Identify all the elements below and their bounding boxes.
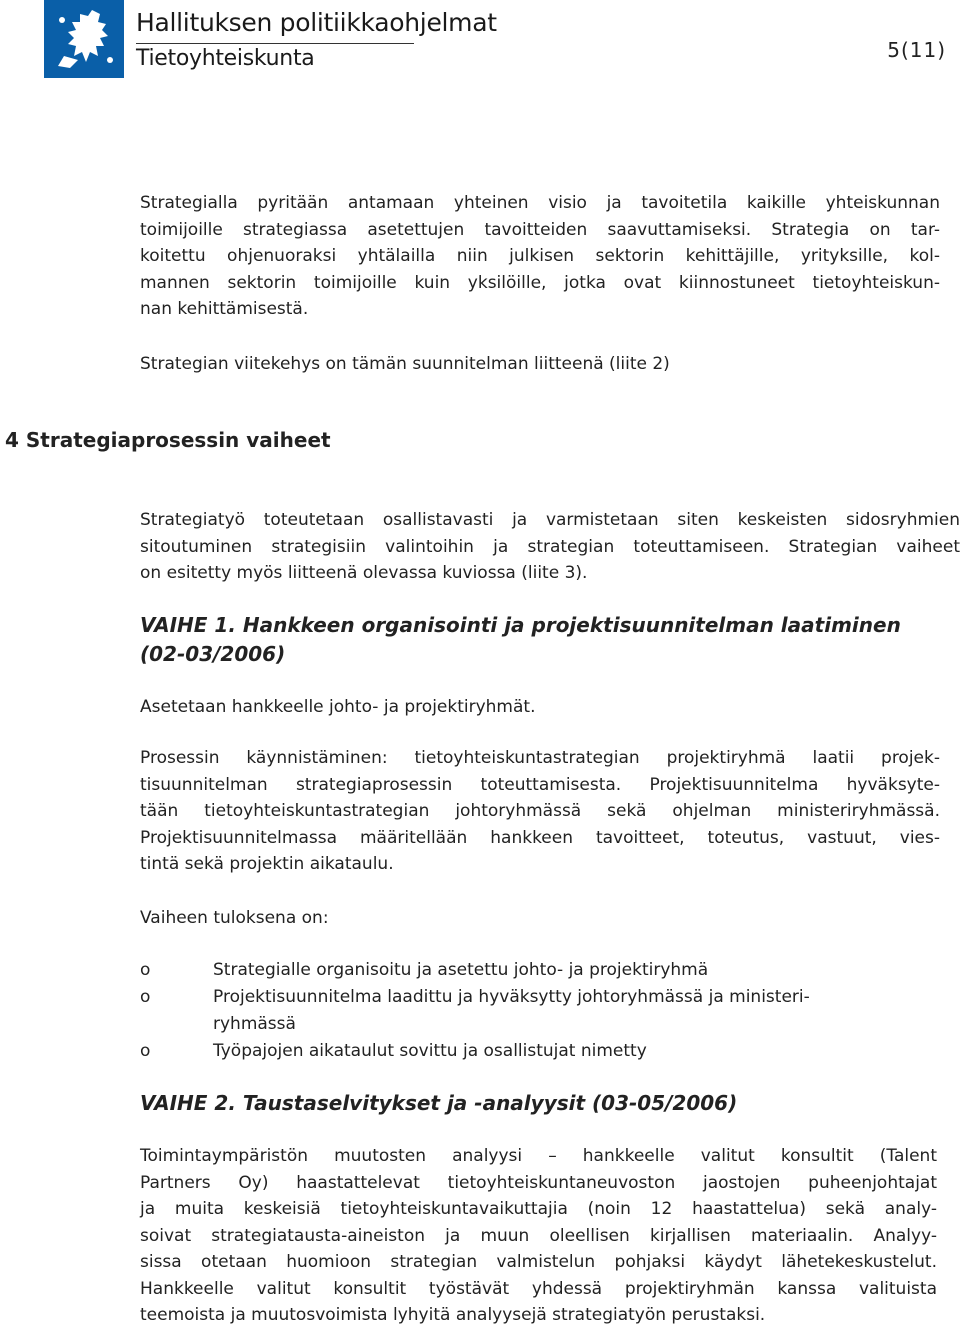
org-subtitle: Tietoyhteiskunta <box>136 46 315 71</box>
text-line: ja muita keskeisiä tietoyhteiskuntavaikuttajia (noin 12 haastattelua) sekä analy- <box>140 1199 937 1219</box>
bullet-marker: o <box>140 960 151 980</box>
phase2-description <box>140 1143 937 1329</box>
text-line: tään tietoyhteiskuntastrategian johtoryhmässä sekä ohjelman ministeriryhmässä. <box>140 801 940 821</box>
text-line: Toimintaympäristön muutosten analyysi – hankkeelle valitut konsultit (Talent <box>140 1146 937 1166</box>
bullet-marker: o <box>140 987 151 1007</box>
phase1-title <box>140 611 940 669</box>
list-item-text: Projektisuunnitelma laadittu ja hyväksytty johtoryhmässä ja ministeri- <box>213 987 810 1007</box>
text-line: Projektisuunnitelmassa määritellään hankkeen tavoitteet, toteutus, vastuut, vies- <box>140 827 940 848</box>
phase1-title-line: VAIHE 1. Hankkeen organisointi ja projektisuunnitelman laatiminen <box>140 613 901 637</box>
text-line: on esitetty myös liitteenä olevassa kuviossa (liite 3). <box>140 563 588 583</box>
text-line: soivat strategiatausta-aineiston ja muun oleellisen kirjallisen materiaalin. Analyy- <box>140 1225 937 1246</box>
text-line: Strategiatyö toteutetaan osallistavasti ja varmistetaan siten keskeisten sidosryhmien <box>140 510 960 530</box>
phase1-text: Asetetaan hankkeelle johto- ja projektiryhmät. <box>140 697 536 717</box>
section-intro <box>140 507 960 587</box>
list-item-text: Strategialle organisoitu ja asetettu johto- ja projektiryhmä <box>213 960 709 980</box>
list-item-text: ryhmässä <box>213 1013 296 1034</box>
text-line: mannen sektorin toimijoille kuin yksilöille, jotka ovat kiinnostuneet tietoyhteiskun- <box>140 272 940 293</box>
page-number: 5(11) <box>887 38 946 62</box>
header-divider <box>136 43 414 44</box>
text-line: Hankkeelle valitut konsultit työstävät yhdessä projektiryhmän kanssa valituista <box>140 1278 937 1299</box>
text-line: tintä sekä projektin aikataulu. <box>140 854 394 874</box>
phase1-title-date: (02-03/2006) <box>140 642 286 666</box>
intro-paragraph <box>140 190 940 323</box>
text-line: Partners Oy) haastattelevat tietoyhteiskuntaneuvoston jaostojen puheenjohtajat <box>140 1172 937 1193</box>
text-line: sitoutuminen strategisiin valintoihin ja strategian toteuttamiseen. Strategian vaiheet <box>140 536 960 557</box>
text-line: toimijoille strategiassa asetettujen tavoitteiden saavuttamiseksi. Strategia on tar- <box>140 219 940 240</box>
text-line: Prosessin käynnistäminen: tietoyhteiskuntastrategian projektiryhmä laatii projek- <box>140 748 940 768</box>
text-line: Strategialla pyritään antamaan yhteinen visio ja tavoitetila kaikille yhteiskunnan <box>140 193 940 213</box>
appendix-note: Strategian viitekehys on tämän suunnitelman liitteenä (liite 2) <box>140 354 670 374</box>
results-label: Vaiheen tuloksena on: <box>140 908 329 928</box>
text-line: teemoista ja muutosvoimista lyhyitä analyysejä strategiatyön perustaksi. <box>140 1305 766 1325</box>
phase1-description <box>140 745 940 878</box>
text-line: tisuunnitelman strategiaprosessin toteuttamisesta. Projektisuunnitelma hyväksyte- <box>140 774 940 795</box>
list-item-text: Työpajojen aikataulut sovittu ja osallistujat nimetty <box>213 1041 647 1061</box>
org-title: Hallituksen politiikkaohjelmat <box>136 8 497 37</box>
section-heading: 4 Strategiaprosessin vaiheet <box>5 428 331 452</box>
text-line: koitettu ohjenuoraksi yhtälailla niin julkisen sektorin kehittäjille, yrityksille, kol- <box>140 246 940 266</box>
text-line: nan kehittämisestä. <box>140 299 309 319</box>
government-logo <box>44 0 124 78</box>
lion-emblem-icon <box>44 0 124 78</box>
phase2-title: VAIHE 2. Taustaselvitykset ja -analyysit (03-05/2006) <box>140 1091 738 1115</box>
bullet-marker: o <box>140 1041 151 1061</box>
text-line: sissa otetaan huomioon strategian valmistelun pohjaksi käydyt lähetekeskustelut. <box>140 1252 937 1272</box>
